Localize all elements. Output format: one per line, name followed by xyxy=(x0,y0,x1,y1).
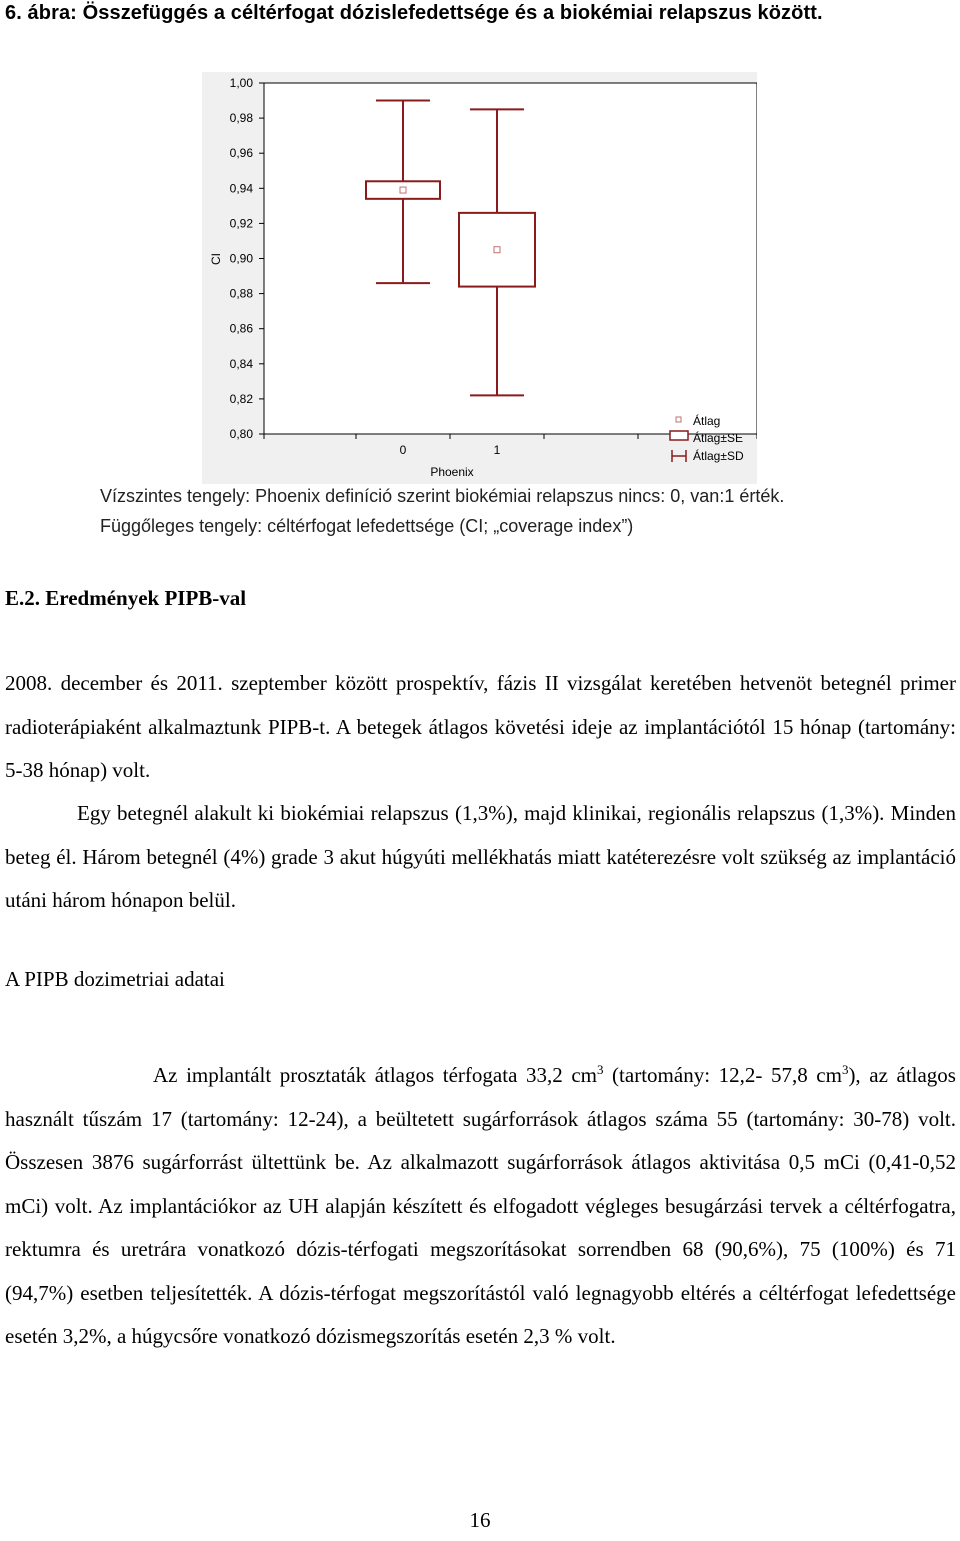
superscript-3-b: 3 xyxy=(841,1062,849,1077)
figure-caption-horizontal: Vízszintes tengely: Phoenix definíció szerint biokémiai relapszus nincs: 0, van:1 érték. xyxy=(100,486,785,506)
y-tick-label: 0,98 xyxy=(229,111,253,126)
y-tick-label: 0,84 xyxy=(229,356,253,371)
y-tick-label: 0,88 xyxy=(229,286,253,301)
y-tick-label: 0,96 xyxy=(229,146,253,161)
y-axis-label: CI xyxy=(209,253,223,265)
paragraph-1: 2008. december és 2011. szeptember között prospektív, fázis II vizsgálat keretében hetvenöt betegnél primer radioterápiaként alkalmaztunk PIPB-t. A betegek átlagos követési ideje az implantációtól 15 hónap (tartomány: 5-38 hónap) volt. xyxy=(5,671,956,782)
y-tick-label: 0,94 xyxy=(229,181,253,196)
y-tick-label: 0,82 xyxy=(229,391,253,406)
paragraph-3-part-b: (tartomány: 12,2- 57,8 cm xyxy=(603,1063,842,1087)
figure-title: 6. ábra: Összefüggés a céltérfogat dózislefedettsége és a biokémiai relapszus között. xyxy=(5,2,823,24)
superscript-3-a: 3 xyxy=(596,1062,604,1077)
box-plot-chart xyxy=(202,72,757,484)
paragraph-3 xyxy=(5,1054,956,1359)
paragraph-3-part-a: Az implantált prosztaták átlagos térfogata 33,2 cm xyxy=(153,1063,597,1087)
legend-se-box xyxy=(670,431,688,440)
y-tick-label: 0,92 xyxy=(229,216,253,231)
legend-mean-marker xyxy=(676,417,681,422)
paragraph-2: Egy betegnél alakult ki biokémiai relapszus (1,3%), majd klinikai, regionális relapszus (1,3%). Minden beteg él. Három betegnél (4%) grade 3 akut húgyúti mellékhatás miatt katéterezésre volt szükség az implantáció utáni három hónapon belül. xyxy=(5,801,956,912)
subheading-dosimetry: A PIPB dozimetriai adatai xyxy=(5,967,225,991)
figure-caption-vertical: Függőleges tengely: céltérfogat lefedettsége (CI; „coverage index”) xyxy=(100,516,634,536)
x-tick-label: 0 xyxy=(399,443,407,457)
paragraph-3-part-c: ), az átlagos használt tűszám 17 (tartomány: 12-24), a beültetett sugárforrások átlagos száma 55 (tartomány: 30-78) volt. Összesen 3876 sugárforrást ültettünk be. Az alkalmazott sugárforrások átlagos aktivitása 0,5 mCi (0,41-0,52 mCi) volt. Az implantációkor az UH alapján készített és elfogadott végleges besugárzási tervek a céltérfogatra, rektumra és uretrára vonatkozó dózis-térfogati megszorításokat sorrendben 68 (90,6%), 75 (100%) és 71 (94,7%) esetben teljesítették. A dózis-térfogat megszorítástól való legnagyobb eltérés a céltérfogat lefedettsége esetén 3,2%, a húgycsőre vonatkozó dózismegszorítás esetén 2,3 % volt. xyxy=(5,1063,956,1348)
y-tick-label: 0,80 xyxy=(229,427,253,441)
x-axis-label: Phoenix xyxy=(430,465,474,479)
y-tick-label: 0,86 xyxy=(229,321,253,336)
y-tick-label: 1,00 xyxy=(229,76,253,90)
legend-entry-mean: Átlag xyxy=(693,414,721,428)
legend-entry-se: Átlag±SE xyxy=(693,431,743,445)
mean-marker xyxy=(494,247,500,253)
section-heading: E.2. Eredmények PIPB-val xyxy=(5,586,247,610)
page-number: 16 xyxy=(469,1508,491,1532)
x-tick-label: 1 xyxy=(493,443,501,457)
y-tick-label: 0,90 xyxy=(229,251,253,266)
legend-entry-sd: Átlag±SD xyxy=(693,449,744,463)
mean-marker xyxy=(400,187,406,193)
